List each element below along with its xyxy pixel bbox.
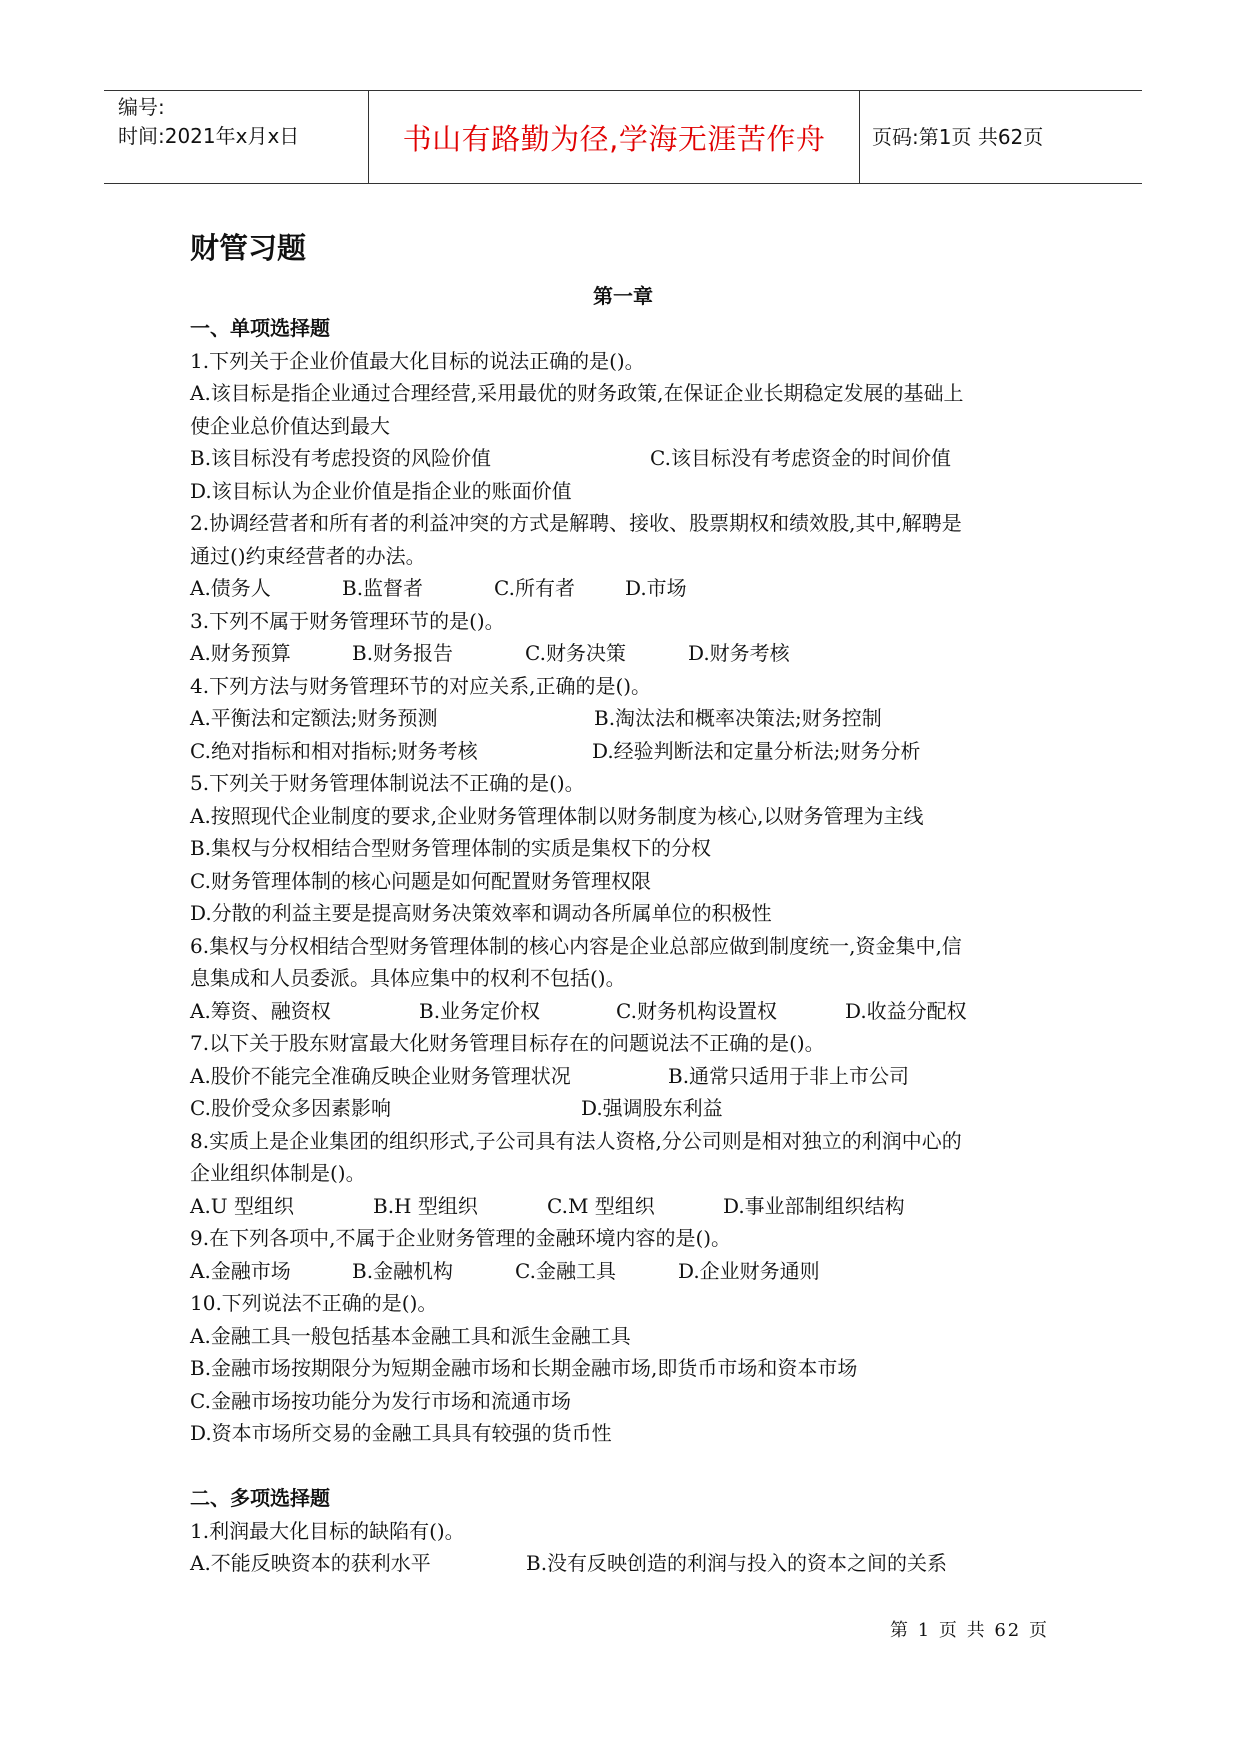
question-stem: 9.在下列各项中,不属于企业财务管理的金融环境内容的是()。	[190, 1226, 732, 1250]
question-stem: 5.下列关于财务管理体制说法不正确的是()。	[190, 771, 585, 795]
section-heading: 二、多项选择题	[190, 1486, 330, 1510]
question-1	[190, 345, 1070, 508]
document-number-label: 编号:	[118, 95, 165, 119]
options-row	[190, 702, 1070, 735]
option-d: D.资本市场所交易的金融工具具有较强的货币性	[190, 1421, 612, 1445]
option-c: C.金融市场按功能分为发行市场和流通市场	[190, 1388, 571, 1413]
question-stem: 1.下列关于企业价值最大化目标的说法正确的是()。	[190, 348, 645, 373]
question-stem: 2.协调经营者和所有者的利益冲突的方式是解聘、接收、股票期权和绩效股,其中,解聘是	[190, 511, 962, 535]
option-b: B.业务定价权	[419, 998, 541, 1023]
option-a: A.债务人	[190, 576, 271, 600]
option-d: D.企业财务通则	[678, 1258, 820, 1283]
chapter-heading: 第一章	[593, 284, 653, 308]
section-heading: 一、单项选择题	[190, 316, 330, 340]
question-4	[190, 670, 1070, 768]
question-stem: 10.下列说法不正确的是()。	[190, 1291, 438, 1315]
option-d: D.该目标认为企业价值是指企业的账面价值	[190, 478, 572, 503]
question-7	[190, 1027, 1070, 1125]
question-2	[190, 507, 1070, 605]
multi-question-1	[190, 1515, 1070, 1580]
option-a: A.平衡法和定额法;财务预测	[190, 706, 438, 730]
question-10	[190, 1287, 1070, 1450]
option-a: A.筹资、融资权	[190, 998, 331, 1023]
question-6	[190, 930, 1070, 1028]
question-stem-continued: 企业组织体制是()。	[190, 1161, 366, 1185]
option-c: C.财务管理体制的核心问题是如何配置财务管理权限	[190, 868, 651, 893]
option-b: B.该目标没有考虑投资的风险价值	[190, 446, 492, 470]
options-row	[190, 572, 1070, 605]
question-stem: 7.以下关于股东财富最大化财务管理目标存在的问题说法不正确的是()。	[190, 1031, 825, 1055]
option-b: B.集权与分权相结合型财务管理体制的实质是集权下的分权	[190, 836, 712, 860]
option-b: B.没有反映创造的利润与投入的资本之间的关系	[526, 1551, 948, 1575]
option-c: C.财务机构设置权	[616, 998, 777, 1023]
question-5	[190, 767, 1070, 930]
option-b: B.通常只适用于非上市公司	[668, 1063, 910, 1088]
options-row	[190, 637, 1070, 670]
options-row	[190, 1092, 1070, 1125]
document-body	[190, 312, 1070, 1580]
option-c: C.股价受众多因素影响	[190, 1096, 391, 1120]
option-c: C.所有者	[494, 576, 575, 600]
option-a: A.U 型组织	[190, 1193, 295, 1218]
options-row	[190, 995, 1070, 1028]
option-a-continued: 使企业总价值达到最大	[190, 413, 390, 438]
option-d: D.收益分配权	[845, 998, 967, 1023]
header-divider	[368, 91, 369, 183]
page-footer: 第 1 页 共 62 页	[890, 1620, 1049, 1641]
option-c: C.金融工具	[515, 1258, 616, 1283]
options-row	[190, 735, 1070, 768]
option-c: C.M 型组织	[547, 1193, 655, 1218]
header-info	[118, 93, 368, 151]
option-b: B.金融机构	[352, 1258, 454, 1283]
option-c: C.绝对指标和相对指标;财务考核	[190, 738, 478, 763]
question-stem: 1.利润最大化目标的缺陷有()。	[190, 1518, 465, 1543]
option-b: B.淘汰法和概率决策法;财务控制	[594, 706, 882, 730]
option-a: A.股价不能完全准确反映企业财务管理状况	[190, 1063, 571, 1088]
question-9	[190, 1222, 1070, 1287]
option-a: A.财务预算	[190, 641, 291, 665]
options-row	[190, 1060, 1070, 1093]
option-d: D.经验判断法和定量分析法;财务分析	[592, 738, 921, 763]
option-b: B.金融市场按期限分为短期金融市场和长期金融市场,即货币市场和资本市场	[190, 1356, 858, 1380]
question-3	[190, 605, 1070, 670]
option-b: B.财务报告	[352, 641, 454, 665]
option-a: A.金融工具一般包括基本金融工具和派生金融工具	[190, 1323, 631, 1348]
option-c: C.该目标没有考虑资金的时间价值	[650, 446, 951, 470]
question-stem: 8.实质上是企业集团的组织形式,子公司具有法人资格,分公司则是相对独立的利润中心的	[190, 1128, 962, 1153]
option-c: C.财务决策	[525, 641, 626, 665]
header-divider	[859, 91, 860, 183]
question-stem-continued: 通过()约束经营者的办法。	[190, 543, 426, 568]
option-d: D.事业部制组织结构	[723, 1193, 905, 1218]
question-stem-continued: 息集成和人员委派。具体应集中的权利不包括()。	[190, 966, 626, 990]
page-header	[104, 90, 1142, 184]
option-a: A.不能反映资本的获利水平	[190, 1551, 431, 1575]
header-page-number: 页码:第1页 共62页	[872, 125, 1044, 149]
options-row	[190, 442, 1070, 475]
question-8	[190, 1125, 1070, 1223]
option-d: D.强调股东利益	[581, 1096, 723, 1120]
spacer	[190, 1450, 1070, 1483]
option-b: B.H 型组织	[373, 1193, 478, 1218]
option-d: D.市场	[625, 576, 687, 600]
options-row	[190, 1190, 1070, 1223]
header-motto: 书山有路勤为径,学海无涯苦作舟	[402, 122, 826, 156]
options-row	[190, 1547, 1070, 1580]
options-row	[190, 1255, 1070, 1288]
option-a: A.按照现代企业制度的要求,企业财务管理体制以财务制度为核心,以财务管理为主线	[190, 803, 924, 828]
option-a: A.该目标是指企业通过合理经营,采用最优的财务政策,在保证企业长期稳定发展的基础上	[190, 381, 964, 405]
question-stem: 4.下列方法与财务管理环节的对应关系,正确的是()。	[190, 673, 652, 698]
option-d: D.分散的利益主要是提高财务决策效率和调动各所属单位的积极性	[190, 901, 772, 925]
question-stem: 6.集权与分权相结合型财务管理体制的核心内容是企业总部应做到制度统一,资金集中,信	[190, 933, 962, 958]
option-a: A.金融市场	[190, 1258, 291, 1283]
document-time-label: 时间:2021年x月x日	[118, 124, 300, 148]
option-d: D.财务考核	[688, 641, 790, 665]
document-title: 财管习题	[190, 231, 307, 265]
option-b: B.监督者	[342, 576, 424, 600]
question-stem: 3.下列不属于财务管理环节的是()。	[190, 608, 505, 633]
